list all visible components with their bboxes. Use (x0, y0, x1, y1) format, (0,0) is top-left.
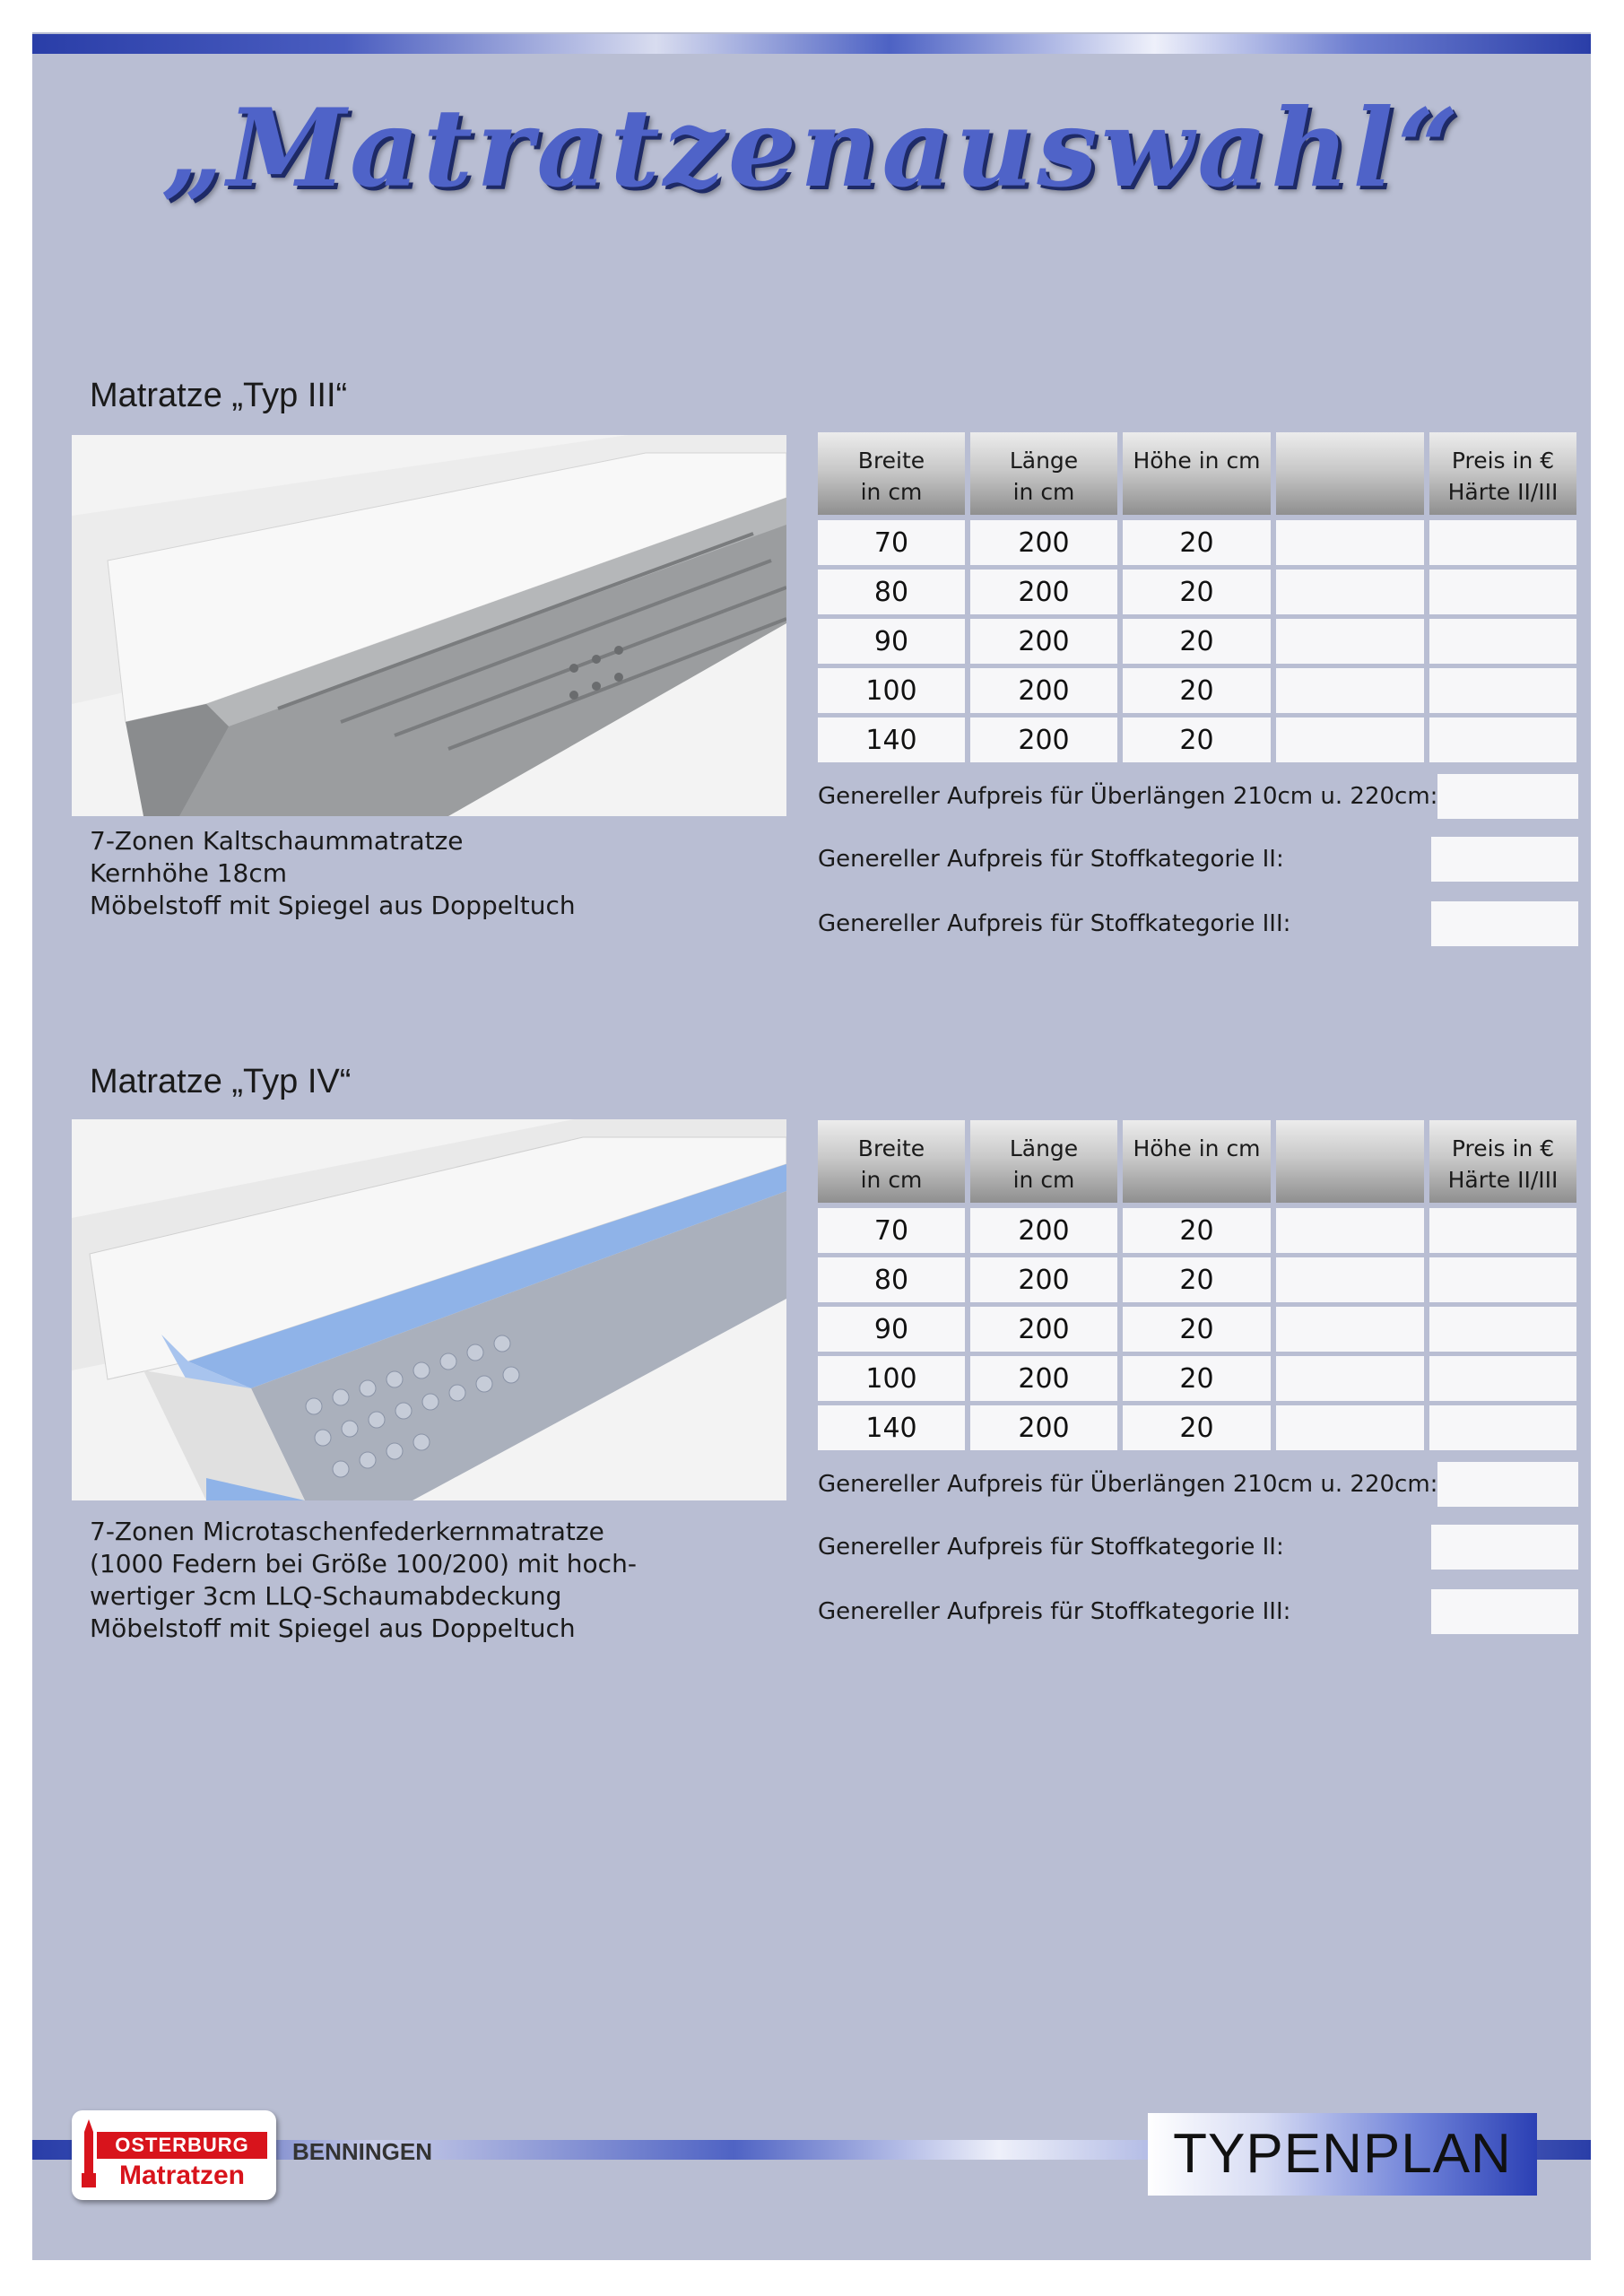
cell-laenge: 200 (970, 520, 1117, 565)
description-line: Kernhöhe 18cm (90, 858, 288, 888)
cell-empty (1276, 570, 1424, 614)
cell-breite: 140 (818, 718, 965, 762)
description-typ-4 (90, 1516, 789, 1645)
description-line: Möbelstoff mit Spiegel aus Doppeltuch (90, 891, 576, 920)
description-line: wertiger 3cm LLQ-Schaumabdeckung (90, 1581, 562, 1611)
table-row (818, 1356, 1578, 1401)
logo-text-top: OSTERBURG (97, 2132, 267, 2159)
cell-hoehe: 20 (1123, 619, 1271, 664)
header-preis: Preis in € Härte II/III (1429, 1120, 1576, 1203)
section-title-typ-3: Matratze „Typ III“ (90, 377, 348, 414)
table-row (818, 1307, 1578, 1352)
description-typ-3 (90, 825, 789, 922)
header-hoehe: Höhe in cm (1123, 1120, 1271, 1203)
cell-breite: 90 (818, 619, 965, 664)
cell-hoehe: 20 (1123, 1208, 1271, 1253)
table-header-row (818, 1120, 1578, 1203)
cell-preis (1429, 1307, 1576, 1352)
top-decorative-band (32, 34, 1591, 54)
surcharge-row (818, 837, 1578, 882)
cell-laenge: 200 (970, 1356, 1117, 1401)
cell-empty (1276, 1307, 1424, 1352)
surcharge-value (1431, 901, 1578, 946)
cell-empty (1276, 1257, 1424, 1302)
surcharge-label: Genereller Aufpreis für Stoffkategorie III: (818, 910, 1291, 937)
header-laenge: Länge in cm (970, 1120, 1117, 1203)
cell-laenge: 200 (970, 570, 1117, 614)
cell-empty (1276, 668, 1424, 713)
table-row (818, 1405, 1578, 1450)
table-row (818, 619, 1578, 664)
cell-hoehe: 20 (1123, 1405, 1271, 1450)
cell-breite: 70 (818, 1208, 965, 1253)
surcharge-label: Genereller Aufpreis für Stoffkategorie III: (818, 1598, 1291, 1625)
header-breite: Breite in cm (818, 432, 965, 515)
cell-laenge: 200 (970, 1307, 1117, 1352)
header-breite: Breite in cm (818, 1120, 965, 1203)
cell-breite: 100 (818, 1356, 965, 1401)
mattress-pocket-spring-image (72, 1119, 786, 1500)
header-laenge: Länge in cm (970, 432, 1117, 515)
mattress-foam-image (72, 435, 786, 816)
surcharge-label: Genereller Aufpreis für Überlängen 210cm u. 220cm: (818, 1471, 1438, 1498)
cell-breite: 80 (818, 1257, 965, 1302)
header-empty (1276, 432, 1424, 515)
surcharge-row (818, 774, 1578, 819)
cell-empty (1276, 718, 1424, 762)
surcharge-row (818, 1462, 1578, 1507)
header-preis: Preis in € Härte II/III (1429, 432, 1576, 515)
cell-hoehe: 20 (1123, 1356, 1271, 1401)
surcharge-value (1431, 837, 1578, 882)
logo-text-bottom: Matratzen (118, 2161, 246, 2190)
header-empty (1276, 1120, 1424, 1203)
osterburg-logo (72, 2110, 276, 2200)
table-row (818, 1257, 1578, 1302)
description-line: (1000 Federn bei Größe 100/200) mit hoch- (90, 1549, 637, 1578)
surcharge-row (818, 1525, 1578, 1570)
surcharge-value (1431, 1525, 1578, 1570)
cell-preis (1429, 520, 1576, 565)
surcharge-value (1437, 1462, 1578, 1507)
tower-icon (79, 2119, 99, 2191)
surcharge-label: Genereller Aufpreis für Stoffkategorie II: (818, 1534, 1284, 1561)
document-label: TYPENPLAN (1148, 2113, 1537, 2196)
cell-breite: 100 (818, 668, 965, 713)
table-row (818, 668, 1578, 713)
price-table-typ-3 (818, 432, 1578, 946)
surcharge-value (1431, 1589, 1578, 1634)
cell-empty (1276, 1405, 1424, 1450)
cell-preis (1429, 718, 1576, 762)
table-row (818, 570, 1578, 614)
cell-preis (1429, 1405, 1576, 1450)
cell-empty (1276, 1208, 1424, 1253)
location-label: BENNINGEN (292, 2138, 433, 2165)
table-row (818, 520, 1578, 565)
cell-hoehe: 20 (1123, 520, 1271, 565)
description-line: 7-Zonen Microtaschenfederkernmatratze (90, 1517, 604, 1546)
cell-preis (1429, 1257, 1576, 1302)
cell-laenge: 200 (970, 1257, 1117, 1302)
cell-empty (1276, 1356, 1424, 1401)
cell-empty (1276, 619, 1424, 664)
header-hoehe: Höhe in cm (1123, 432, 1271, 515)
cell-hoehe: 20 (1123, 718, 1271, 762)
cell-preis (1429, 1356, 1576, 1401)
cell-laenge: 200 (970, 1208, 1117, 1253)
surcharge-value (1437, 774, 1578, 819)
cell-preis (1429, 668, 1576, 713)
cell-hoehe: 20 (1123, 570, 1271, 614)
page-title: „Matratzenauswahl“ (161, 85, 1463, 212)
cell-breite: 80 (818, 570, 965, 614)
cell-laenge: 200 (970, 668, 1117, 713)
cell-laenge: 200 (970, 718, 1117, 762)
table-header-row (818, 432, 1578, 515)
cell-breite: 70 (818, 520, 965, 565)
cell-preis (1429, 570, 1576, 614)
cell-laenge: 200 (970, 1405, 1117, 1450)
description-line: 7-Zonen Kaltschaummatratze (90, 826, 464, 856)
table-row (818, 1208, 1578, 1253)
cell-laenge: 200 (970, 619, 1117, 664)
section-title-typ-4: Matratze „Typ IV“ (90, 1063, 352, 1100)
cell-breite: 140 (818, 1405, 965, 1450)
cell-breite: 90 (818, 1307, 965, 1352)
surcharge-row (818, 1589, 1578, 1634)
surcharge-row (818, 901, 1578, 946)
cell-hoehe: 20 (1123, 668, 1271, 713)
table-row (818, 718, 1578, 762)
cell-hoehe: 20 (1123, 1307, 1271, 1352)
surcharge-label: Genereller Aufpreis für Überlängen 210cm u. 220cm: (818, 783, 1438, 810)
description-line: Möbelstoff mit Spiegel aus Doppeltuch (90, 1613, 576, 1643)
cell-hoehe: 20 (1123, 1257, 1271, 1302)
cell-empty (1276, 520, 1424, 565)
cell-preis (1429, 1208, 1576, 1253)
price-table-typ-4 (818, 1120, 1578, 1634)
cell-preis (1429, 619, 1576, 664)
surcharge-label: Genereller Aufpreis für Stoffkategorie II: (818, 846, 1284, 873)
